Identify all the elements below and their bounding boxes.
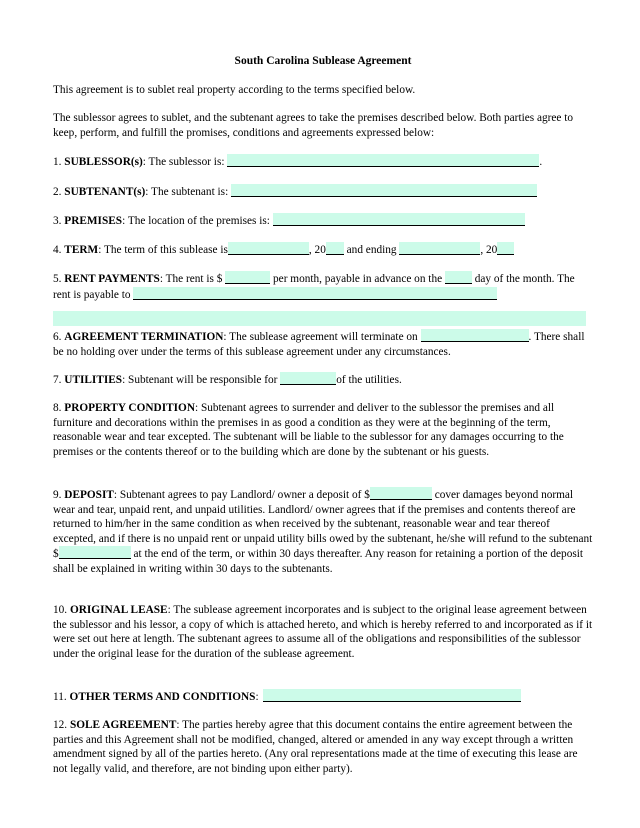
sublessor-field[interactable]: [227, 154, 539, 167]
utilities-field[interactable]: [280, 372, 336, 385]
term-start-field[interactable]: [228, 242, 309, 255]
section-term: 4. TERM: The term of this sublease is , 20 and ending , 20: [53, 242, 593, 258]
rent-amount-field[interactable]: [225, 271, 270, 284]
subtenant-heading: SUBTENANT(s): [64, 186, 146, 198]
intro-paragraph: This agreement is to sublet real property according to the terms specified below.: [53, 84, 416, 96]
section-sole-agreement: 12. SOLE AGREEMENT: The parties hereby agree that this document contains the entire agreement between the parties and this Agreement shall not be modified, changed, altered or amended in any way except through a written amendment signed by all of the parties hereto. (Any oral representations made at the time of executing this lease are not legally valid, and therefore, are not binding upon either party).: [53, 719, 578, 775]
sublessor-heading: SUBLESSOR(s): [64, 156, 143, 168]
section-property-condition: 8. PROPERTY CONDITION: Subtenant agrees to surrender and deliver to the sublessor the premises and all furniture and decorations within the premises in as good a condition as they were at the beginning of the term, reasonable wear and tear excepted. The subtenant will be liable to the sublessor for any damages occurring to the premises or the contents thereof or to the building which are done by the subtenant or his guests.: [53, 402, 564, 458]
section-sublessor: 1. SUBLESSOR(s): The sublessor is: .: [53, 156, 543, 168]
section-other-terms: 11. OTHER TERMS AND CONDITIONS:: [53, 689, 593, 705]
deposit-heading: DEPOSIT: [64, 489, 114, 501]
term-end-field[interactable]: [399, 242, 480, 255]
document-title: South Carolina Sublease Agreement: [234, 55, 412, 67]
rent-heading: RENT PAYMENTS: [64, 273, 160, 285]
section-premises: 3. PREMISES: The location of the premises is:: [53, 213, 593, 229]
term-heading: TERM: [64, 244, 99, 256]
original-lease-heading: ORIGINAL LEASE: [69, 604, 168, 616]
other-terms-heading: OTHER TERMS AND CONDITIONS: [69, 691, 256, 703]
deposit-amount-field[interactable]: [370, 487, 432, 500]
preamble-paragraph: The sublessor agrees to sublet, and the subtenant agrees to take the premises described below. Both parties agree to keep, perform, and fulfill the promises, conditions and agreements expressed below:: [53, 112, 574, 139]
refund-amount-field[interactable]: [59, 546, 131, 559]
premises-heading: PREMISES: [64, 215, 123, 227]
termination-heading: AGREEMENT TERMINATION: [64, 331, 224, 343]
subtenant-field[interactable]: [231, 184, 537, 197]
property-condition-heading: PROPERTY CONDITION: [64, 402, 195, 414]
section-original-lease: 10. ORIGINAL LEASE: The sublease agreement incorporates and is subject to the original lease agreement between the sublessor and his lessor, a copy of which is attached hereto, and which is hereby referred to and incorporated as if it were set out here at length. The subtenant agrees to assume all of the obligations and responsibilities of the sublessor under the original lease for the duration of the sublease agreement.: [53, 604, 593, 660]
other-terms-field[interactable]: [263, 689, 521, 702]
section-subtenant: 2. SUBTENANT(s): The subtenant is:: [53, 184, 593, 200]
term-end-year-field[interactable]: [497, 242, 514, 255]
section-utilities: 7. UTILITIES: Subtenant will be responsible for of the utilities.: [53, 374, 402, 386]
rent-day-field[interactable]: [445, 271, 472, 284]
termination-date-field[interactable]: [421, 329, 529, 342]
sole-agreement-heading: SOLE AGREEMENT: [69, 719, 177, 731]
rent-payee-field[interactable]: [133, 287, 497, 300]
section-rent-payments: 5. RENT PAYMENTS: The rent is $ per month, payable in advance on the day of the month. The rent is payable to: [53, 273, 575, 301]
premises-field[interactable]: [273, 213, 525, 226]
section-deposit: 9. DEPOSIT: Subtenant agrees to pay Landlord/ owner a deposit of $ cover damages beyond normal wear and tear, unpaid rent, and unpaid utilities. Landlord/ owner agrees that if the premises and contents thereof are returned to him/her in the same condition as when received by the subtenant, reasonable wear and tear thereof excepted, and if there is no unpaid rent or unpaid utility bills owed by the subtenant, he/she will refund to the subtenant $ at the end of the term, or within 30 days thereafter. Any reason for retaining a portion of the deposit shall be explained in writing within 30 days to the subtenants.: [53, 489, 593, 575]
term-start-year-field[interactable]: [326, 242, 344, 255]
utilities-heading: UTILITIES: [64, 374, 123, 386]
section-agreement-termination: 6. AGREEMENT TERMINATION: The sublease agreement will terminate on . There shall be no holding over under the terms of this sublease agreement under any circumstances.: [53, 331, 585, 358]
rent-payee-extra-line[interactable]: [53, 311, 586, 326]
